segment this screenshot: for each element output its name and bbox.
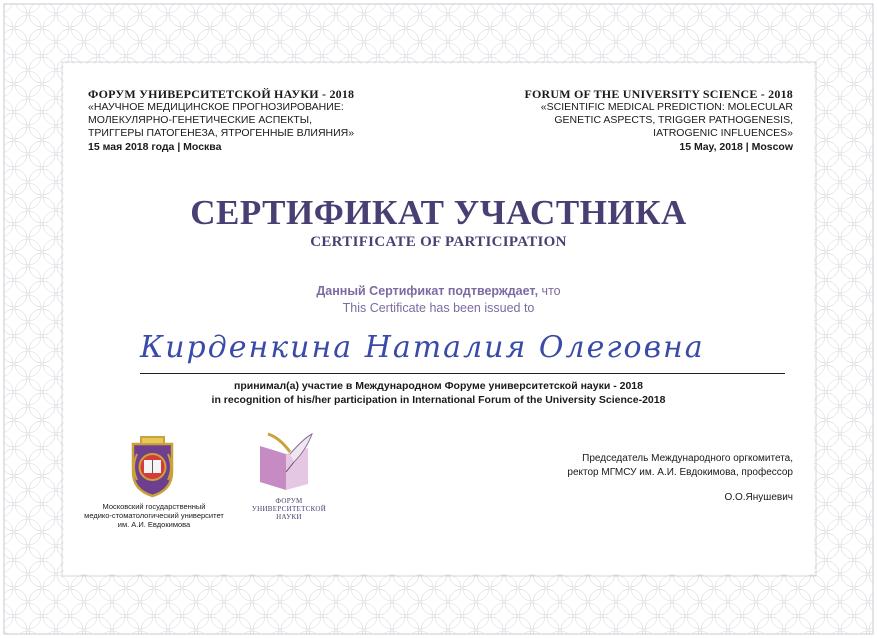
university-name-line-2: медико-стоматологический университет xyxy=(84,511,224,520)
signer-title xyxy=(567,452,793,480)
forum-theme-ru-1: «НАУЧНОЕ МЕДИЦИНСКОЕ ПРОГНОЗИРОВАНИЕ: xyxy=(88,101,344,113)
name-underline xyxy=(140,373,785,374)
forum-logo-caption xyxy=(244,497,334,521)
signer-title-line-2: ректор МГМСУ им. А.И. Евдокимова, профессор xyxy=(567,467,793,478)
issued-to-ru-bold: Данный Сертификат подтверждает, xyxy=(316,284,539,298)
recipient-name: Кирденкина Наталия Олеговна xyxy=(140,330,705,365)
forum-theme-en-2: GENETIC ASPECTS, TRIGGER PATHOGENESIS, xyxy=(554,114,793,126)
signer-title-line-1: Председатель Международного оргкомитета, xyxy=(582,453,793,464)
forum-logo-line-2: УНИВЕРСИТЕТСКОЙ xyxy=(251,505,327,513)
forum-logo-line-3: НАУКИ xyxy=(276,513,302,521)
university-crest-icon xyxy=(125,434,180,498)
forum-theme-en-3: IATROGENIC INFLUENCES» xyxy=(653,127,793,139)
forum-date-ru: 15 мая 2018 года | Москва xyxy=(88,141,222,153)
signer-name: О.О.Янушевич xyxy=(724,492,793,503)
issued-to-ru-rest: что xyxy=(538,284,561,298)
university-name xyxy=(84,502,224,529)
forum-title-en: FORUM OF THE UNIVERSITY SCIENCE - 2018 xyxy=(524,87,793,101)
university-name-line-3: им. А.И. Евдокимова xyxy=(117,520,191,529)
forum-title-ru: ФОРУМ УНИВЕРСИТЕТСКОЙ НАУКИ - 2018 xyxy=(88,87,355,101)
forum-theme-ru-2: МОЛЕКУЛЯРНО-ГЕНЕТИЧЕСКИЕ АСПЕКТЫ, xyxy=(88,114,313,126)
forum-book-quill-icon xyxy=(250,432,314,494)
issued-to-ru xyxy=(0,284,877,298)
header-left xyxy=(88,88,354,154)
certificate-title-ru: СЕРТИФИКАТ УЧАСТНИКА xyxy=(190,193,687,232)
certificate-title-en: CERTIFICATE OF PARTICIPATION xyxy=(310,234,567,250)
header-right xyxy=(524,88,793,154)
forum-theme-ru-3: ТРИГГЕРЫ ПАТОГЕНЕЗА, ЯТРОГЕННЫЕ ВЛИЯНИЯ» xyxy=(88,127,355,139)
recognition-ru: принимал(а) участие в Международном Форуме университетской науки - 2018 xyxy=(234,380,643,392)
forum-date-en: 15 May, 2018 | Moscow xyxy=(679,141,793,153)
issued-to-en: This Certificate has been issued to xyxy=(342,301,535,315)
forum-theme-en-1: «SCIENTIFIC MEDICAL PREDICTION: MOLECULAR xyxy=(540,101,793,113)
forum-logo-line-1: ФОРУМ xyxy=(275,497,303,505)
recognition-en: in recognition of his/her participation in International Forum of the University Science-2018 xyxy=(211,394,666,406)
university-name-line-1: Московский государственный xyxy=(102,502,206,511)
